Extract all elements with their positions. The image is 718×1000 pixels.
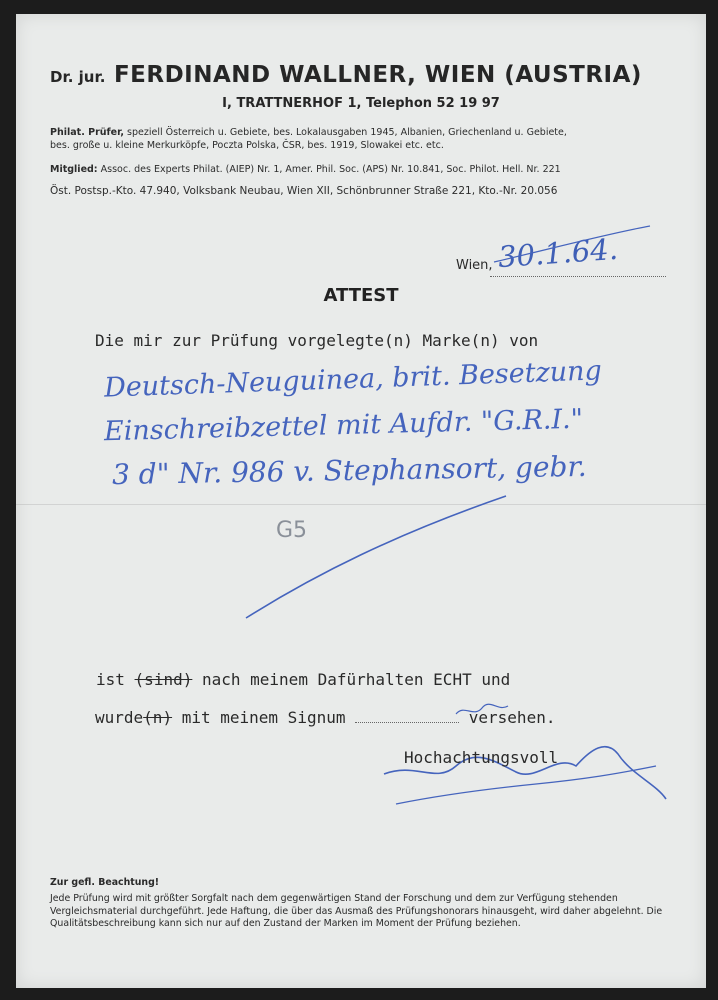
cancel-stroke [246, 496, 506, 618]
notice-title: Zur gefl. Beachtung! [50, 877, 160, 888]
title-prefix: Dr. jur. [50, 68, 106, 86]
date-underline-stroke [494, 226, 650, 262]
handwritten-line-2: Einschreibzettel mit Aufdr. "G.R.I." [103, 403, 584, 448]
expertise-line-2: bes. große u. kleine Merkurköpfe, Poczta Polska, ČSR, bes. 1919, Slowakei etc. etc. [50, 140, 444, 151]
closing-text: Hochachtungsvoll [404, 748, 559, 767]
intro-text: Die mir zur Prüfung vorgelegte(n) Marke(n) von [95, 331, 539, 350]
pencil-mark: G5 [276, 518, 308, 543]
signature-flourish-stroke [396, 766, 656, 804]
signum-word: wurde [95, 708, 144, 727]
signum-end: versehen. [468, 708, 556, 727]
struck-plural: (sind) [134, 670, 193, 689]
verdict-word: ist [96, 670, 125, 689]
expertise-label: Philat. Prüfer, [50, 127, 124, 138]
date-handwritten: 30.1.64. [496, 231, 619, 275]
expert-name: FERDINAND WALLNER, WIEN (AUSTRIA) [113, 62, 642, 88]
signum-field [355, 706, 459, 723]
membership-text: Assoc. des Experts Philat. (AIEP) Nr. 1, Amer. Phil. Soc. (APS) Nr. 10.841, Soc. Philot. Hell. Nr. 221 [100, 164, 561, 175]
struck-suffix: (n) [143, 708, 173, 727]
handwritten-line-3: 3 d" Nr. 986 v. Stephansort, gebr. [111, 449, 587, 492]
membership-label: Mitglied: [50, 164, 98, 175]
expertise-text: speziell Österreich u. Gebiete, bes. Lokalausgaben 1945, Albanien, Griechenland u. Gebiete, [127, 127, 567, 138]
handwriting-strokes [16, 14, 706, 988]
handwritten-line-1: Deutsch-Neuguinea, brit. Besetzung [103, 355, 603, 404]
notice-text: Jede Prüfung wird mit größter Sorgfalt nach dem gegenwärtigen Stand der Forschung und dem zur Verfügung stehenden Vergleichsmaterial durchgeführt. Jede Haftung, die über das Ausmaß des Prüfungshonorars hinausgeht, wird daher abgelehnt. Die Qualitätsbeschreibung kann sich nur auf den Zustand der Marken im Moment der Prüfung beziehen. [50, 893, 663, 930]
document-title: ATTEST [323, 285, 399, 306]
verdict-text: nach meinem Dafürhalten ECHT und [201, 670, 511, 689]
letterhead-address: I, TRATTNERHOF 1, Telephon 52 19 97 [222, 96, 500, 111]
signum-line [95, 706, 555, 727]
certificate-sheet [16, 14, 706, 988]
verdict-line [96, 670, 510, 689]
signum-text: mit meinem Signum [181, 708, 346, 727]
date-label: Wien, [456, 258, 493, 273]
bank-line: Öst. Postsp.-Kto. 47.940, Volksbank Neubau, Wien XII, Schönbrunner Straße 221, Kto.-Nr. 20.056 [50, 185, 558, 197]
